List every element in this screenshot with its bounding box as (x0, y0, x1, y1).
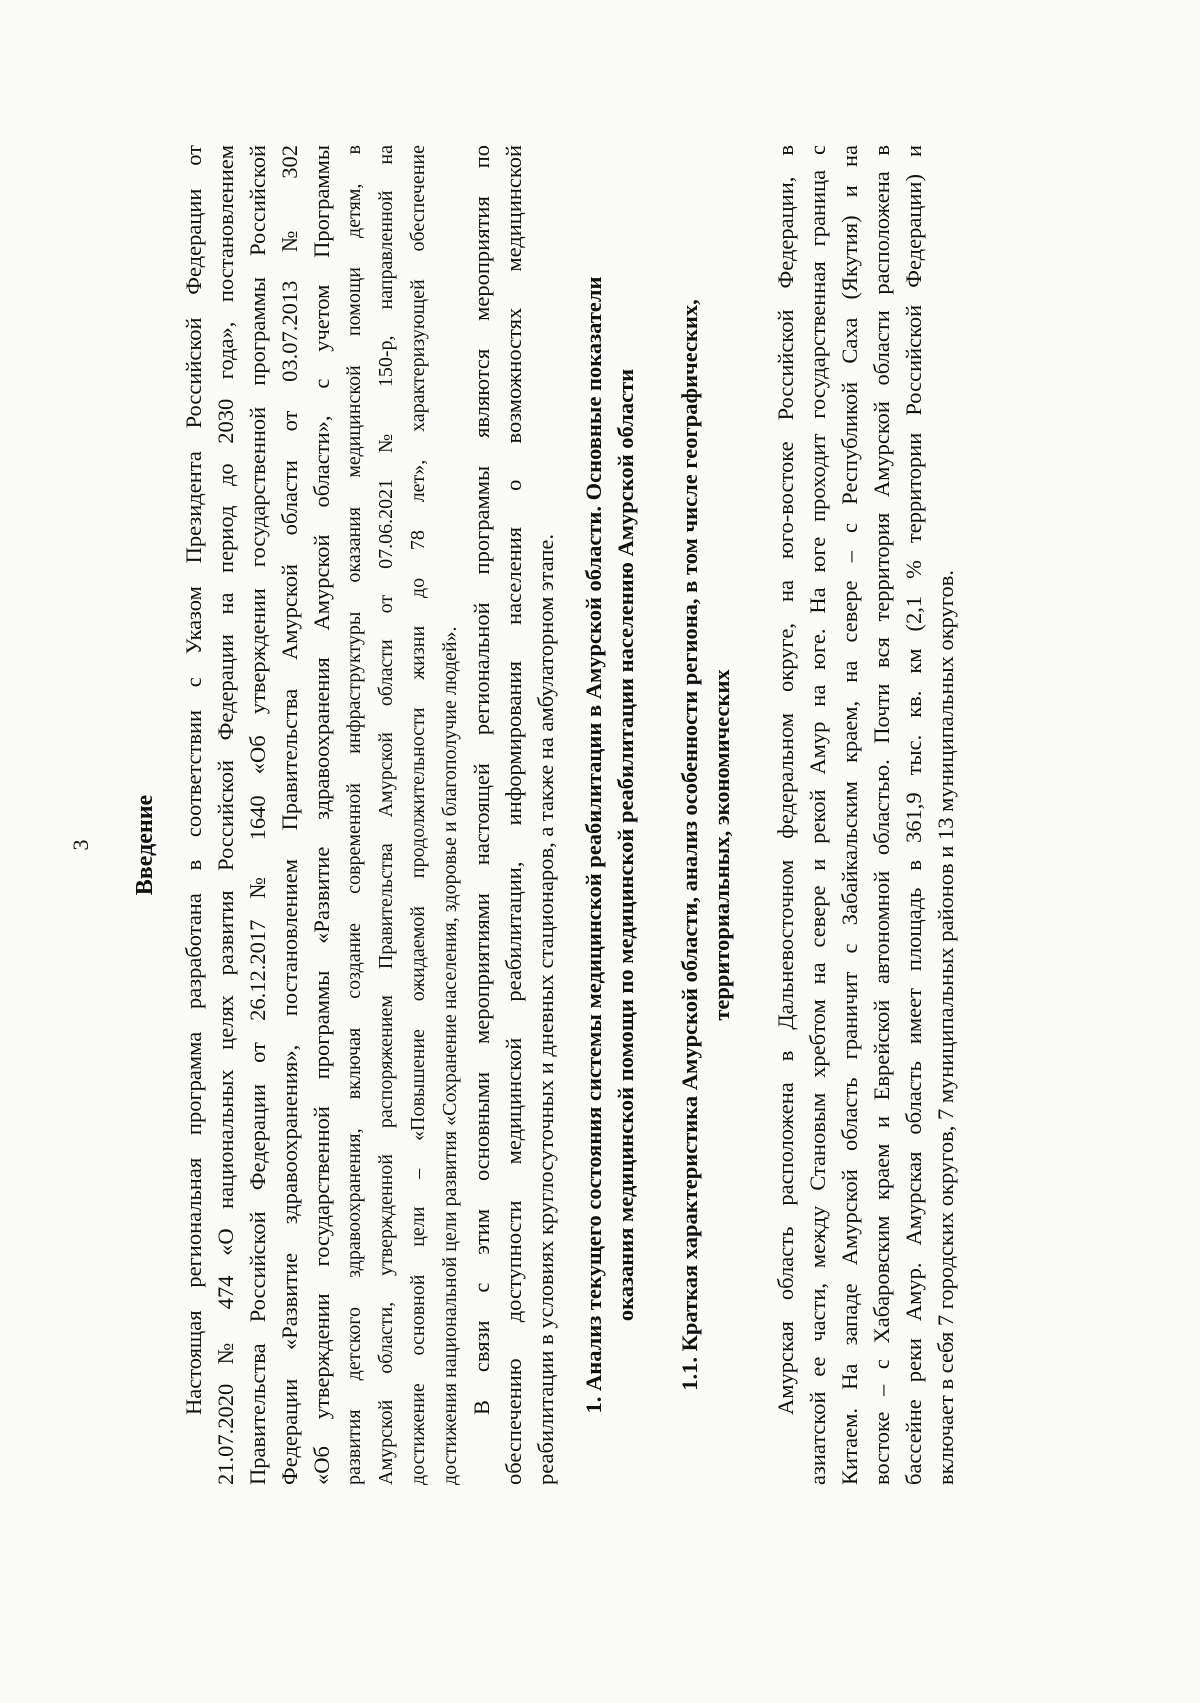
paragraph-line: Амурская область расположена в Дальневосточном федеральном округе, на юго-востоке Российской Федерации, в (773, 145, 798, 1415)
intro-paragraph-1 (178, 145, 466, 1485)
paragraph-line: востоке – с Хабаровским краем и Еврейской автономной областью. Почти вся территория Амурской области расположена в (869, 145, 894, 1485)
paragraph-line: 21.07.2020 № 474 «О национальных целях развития Российской Федерации на период до 2030 года», постановлением (213, 145, 238, 1485)
paragraph-line: В связи с этим основными мероприятиями настоящей региональной программы являются мероприятия по (469, 145, 494, 1415)
intro-paragraph-2 (466, 145, 562, 1485)
paragraph-line: реабилитации в условиях круглосуточных и дневных стационаров, а также на амбулаторном этапе. (533, 533, 558, 1485)
paragraph-line: Правительства Российской Федерации от 26.12.2017 № 1640 «Об утверждении государственной программы Российской (245, 145, 270, 1485)
heading-line: территориальных, экономических (709, 669, 734, 1021)
paragraph-line: Настоящая региональная программа разработана в соответствии с Указом Президента Российской Федерации от (181, 145, 206, 1415)
paragraph-line: Амурской области, утвержденной распоряжением Правительства Амурской области от 07.06.2021 № 150-р, направленной на (375, 145, 397, 1485)
intro-heading: Введение (132, 794, 158, 896)
heading-line: 1.1. Краткая характеристика Амурской области, анализ особенности региона, в том числе географических, (677, 299, 702, 1391)
paragraph-line: включает в себя 7 городских округов, 7 муниципальных районов и 13 муниципальных округов. (933, 569, 958, 1485)
paragraph-line: достижения национальной цели развития «Сохранение населения, здоровье и благополучие людей». (439, 626, 461, 1485)
paragraph-line: азиатской ее части, между Становым хребтом на севере и рекой Амур на юге. На юге проходит государственная граница с (805, 145, 830, 1485)
section-1-1-paragraph (770, 145, 962, 1485)
paragraph-line: развития детского здравоохранения, включая создание современной инфраструктуры оказания медицинской помощи детям, в (343, 145, 365, 1485)
paragraph-line: Китаем. На западе Амурской область граничит с Забайкальским краем, на севере – с Республикой Саха (Якутия) и на (837, 145, 862, 1485)
paragraph-line: достижение основной цели – «Повышение ожидаемой продолжительности жизни до 78 лет», характеризующей обеспечение (407, 145, 429, 1485)
page-number: 3 (68, 839, 93, 851)
paragraph-line: «Об утверждении государственной программы «Развитие здравоохранения Амурской области», с учетом Программы (309, 145, 334, 1485)
paragraph-line: обеспечению доступности медицинской реабилитации, информирования населения о возможностях медицинской (501, 145, 526, 1485)
section-1-heading (578, 130, 642, 1560)
document-page (68, 130, 1130, 1560)
paragraph-line: Федерации «Развитие здравоохранения», постановлением Правительства Амурской области от 03.07.2013 № 302 (277, 145, 302, 1485)
heading-line: оказания медицинской помощи по медицинской реабилитации населению Амурской области (613, 368, 638, 1322)
heading-line: 1. Анализ текущего состояния системы медицинской реабилитации в Амурской области. Основные показатели (581, 276, 606, 1414)
section-1-1-heading (674, 130, 738, 1560)
paragraph-line: бассейне реки Амур. Амурская область имеет площадь в 361,9 тыс. кв. км (2,1 % территории Российской Федерации) и (901, 145, 926, 1485)
